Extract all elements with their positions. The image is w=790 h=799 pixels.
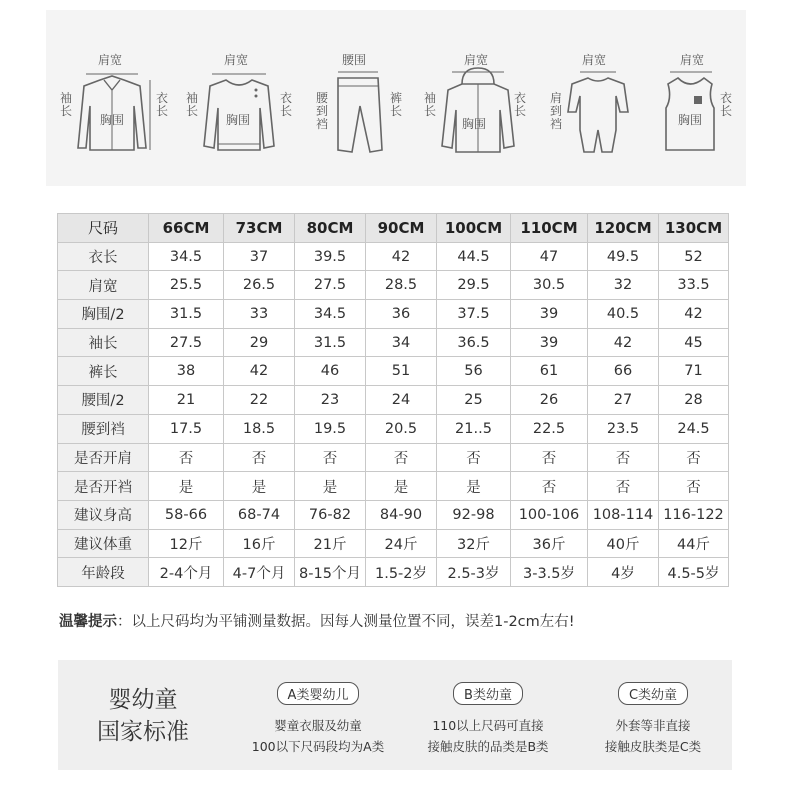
table-cell: 46 <box>295 357 366 386</box>
table-cell: 42 <box>588 328 659 357</box>
category-description-line: 100以下尺码段均为A类 <box>251 739 385 754</box>
table-cell: 36 <box>366 300 437 329</box>
table-cell: 4岁 <box>588 558 659 587</box>
table-cell: 4.5-5岁 <box>659 558 729 587</box>
table-cell: 19.5 <box>295 414 366 443</box>
table-row <box>58 443 729 472</box>
table-cell: 52 <box>659 242 729 271</box>
table-cell: 34.5 <box>295 300 366 329</box>
table-cell: 否 <box>366 443 437 472</box>
column-header: 120CM <box>588 214 659 243</box>
category-description <box>398 715 578 757</box>
row-header: 建议身高 <box>58 500 149 529</box>
table-cell: 2.5-3岁 <box>437 558 511 587</box>
column-header: 90CM <box>366 214 437 243</box>
standard-title-line: 国家标准 <box>97 719 189 745</box>
pants-length-label: 裤长 <box>390 91 403 118</box>
table-cell: 116-122 <box>659 500 729 529</box>
table-cell: 4-7个月 <box>224 558 295 587</box>
table-cell: 37 <box>224 242 295 271</box>
table-cell: 39 <box>511 300 588 329</box>
table-row <box>58 242 729 271</box>
table-cell: 28 <box>659 386 729 415</box>
table-cell: 108-114 <box>588 500 659 529</box>
category-a <box>228 682 408 757</box>
row-header: 是否开肩 <box>58 443 149 472</box>
table-cell: 23.5 <box>588 414 659 443</box>
table-cell: 3-3.5岁 <box>511 558 588 587</box>
table-cell: 31.5 <box>149 300 224 329</box>
table-cell: 49.5 <box>588 242 659 271</box>
table-cell: 71 <box>659 357 729 386</box>
row-header: 建议体重 <box>58 529 149 558</box>
table-cell: 17.5 <box>149 414 224 443</box>
chest-label: 胸围 <box>462 117 487 131</box>
table-row <box>58 472 729 501</box>
table-cell: 23 <box>295 386 366 415</box>
chest-label: 胸围 <box>678 113 703 127</box>
table-cell: 68-74 <box>224 500 295 529</box>
shoulder-width-label: 肩宽 <box>680 53 705 67</box>
chest-label: 胸围 <box>226 113 251 127</box>
table-cell: 18.5 <box>224 414 295 443</box>
table-row <box>58 414 729 443</box>
row-header: 裤长 <box>58 357 149 386</box>
shoulder-width-label: 肩宽 <box>98 53 123 67</box>
row-header: 衣长 <box>58 242 149 271</box>
table-cell: 32 <box>588 271 659 300</box>
table-cell: 27.5 <box>149 328 224 357</box>
table-cell: 66 <box>588 357 659 386</box>
table-row <box>58 529 729 558</box>
table-cell: 26 <box>511 386 588 415</box>
chest-label: 胸围 <box>100 113 125 127</box>
column-header: 100CM <box>437 214 511 243</box>
table-cell: 38 <box>149 357 224 386</box>
table-cell: 40斤 <box>588 529 659 558</box>
table-row <box>58 558 729 587</box>
table-cell: 84-90 <box>366 500 437 529</box>
sleeve-length-label: 袖长 <box>60 91 73 118</box>
category-badge: B类幼童 <box>453 682 523 705</box>
table-cell: 76-82 <box>295 500 366 529</box>
table-cell: 2-4个月 <box>149 558 224 587</box>
table-cell: 否 <box>437 443 511 472</box>
table-cell: 否 <box>149 443 224 472</box>
table-cell: 24.5 <box>659 414 729 443</box>
table-cell: 21..5 <box>437 414 511 443</box>
row-header: 袖长 <box>58 328 149 357</box>
table-cell: 否 <box>659 443 729 472</box>
table-cell: 32斤 <box>437 529 511 558</box>
table-row <box>58 386 729 415</box>
table-header-row <box>58 214 729 243</box>
hoodie-icon <box>424 50 534 170</box>
table-cell: 44.5 <box>437 242 511 271</box>
table-cell: 否 <box>224 443 295 472</box>
sleeve-length-label: 袖长 <box>186 91 199 118</box>
column-header: 110CM <box>511 214 588 243</box>
table-row <box>58 500 729 529</box>
national-standard-panel <box>58 660 732 770</box>
garment-length-label: 衣长 <box>156 91 169 118</box>
shoulder-width-label: 肩宽 <box>582 53 607 67</box>
table-row <box>58 300 729 329</box>
romper-icon <box>544 50 654 170</box>
category-description-line: 接触皮肤类是C类 <box>604 739 702 754</box>
category-c <box>563 682 743 757</box>
table-cell: 1.5-2岁 <box>366 558 437 587</box>
table-cell: 27.5 <box>295 271 366 300</box>
table-cell: 是 <box>149 472 224 501</box>
table-cell: 58-66 <box>149 500 224 529</box>
column-header: 66CM <box>149 214 224 243</box>
table-cell: 24 <box>366 386 437 415</box>
row-header: 腰围/2 <box>58 386 149 415</box>
table-cell: 12斤 <box>149 529 224 558</box>
table-cell: 36.5 <box>437 328 511 357</box>
vest-diagram <box>652 50 762 170</box>
table-row <box>58 328 729 357</box>
table-cell: 56 <box>437 357 511 386</box>
romper-diagram <box>544 50 654 170</box>
standard-title <box>88 684 198 748</box>
table-cell: 100-106 <box>511 500 588 529</box>
table-cell: 否 <box>511 443 588 472</box>
table-cell: 40.5 <box>588 300 659 329</box>
garment-length-label: 衣长 <box>720 91 733 118</box>
table-cell: 27 <box>588 386 659 415</box>
table-cell: 是 <box>295 472 366 501</box>
table-cell: 34.5 <box>149 242 224 271</box>
shoulder-width-label: 肩宽 <box>224 53 249 67</box>
sweater-icon <box>184 50 294 170</box>
table-cell: 42 <box>659 300 729 329</box>
table-cell: 61 <box>511 357 588 386</box>
table-cell: 30.5 <box>511 271 588 300</box>
column-header: 尺码 <box>58 214 149 243</box>
table-cell: 否 <box>659 472 729 501</box>
garment-length-label: 衣长 <box>280 91 293 118</box>
pants-icon <box>308 50 418 170</box>
column-header: 80CM <box>295 214 366 243</box>
table-cell: 24斤 <box>366 529 437 558</box>
vest-icon <box>652 50 742 170</box>
table-cell: 是 <box>366 472 437 501</box>
table-cell: 21 <box>149 386 224 415</box>
shoulder-to-crotch-label: 肩到裆 <box>550 91 563 131</box>
category-description-line: 婴童衣服及幼童 <box>274 718 362 733</box>
measurement-tip <box>59 610 575 631</box>
table-cell: 22 <box>224 386 295 415</box>
table-cell: 是 <box>224 472 295 501</box>
column-header: 73CM <box>224 214 295 243</box>
pants-diagram <box>308 50 418 170</box>
category-description <box>228 715 408 757</box>
shoulder-width-label: 肩宽 <box>464 53 489 67</box>
table-cell: 22.5 <box>511 414 588 443</box>
table-cell: 25 <box>437 386 511 415</box>
table-row <box>58 271 729 300</box>
table-cell: 39.5 <box>295 242 366 271</box>
sleeve-length-label: 袖长 <box>424 91 437 118</box>
shirt-diagram <box>60 50 170 170</box>
table-cell: 是 <box>437 472 511 501</box>
table-cell: 34 <box>366 328 437 357</box>
category-description-line: 110以上尺码可直接 <box>432 718 544 733</box>
table-cell: 26.5 <box>224 271 295 300</box>
table-cell: 39 <box>511 328 588 357</box>
hoodie-diagram <box>424 50 534 170</box>
table-cell: 21斤 <box>295 529 366 558</box>
garment-length-label: 衣长 <box>514 91 527 118</box>
table-cell: 33.5 <box>659 271 729 300</box>
table-cell: 20.5 <box>366 414 437 443</box>
table-cell: 29 <box>224 328 295 357</box>
row-header: 肩宽 <box>58 271 149 300</box>
table-cell: 否 <box>588 472 659 501</box>
table-cell: 42 <box>224 357 295 386</box>
table-cell: 33 <box>224 300 295 329</box>
size-chart-table <box>57 213 729 587</box>
table-cell: 31.5 <box>295 328 366 357</box>
table-cell: 16斤 <box>224 529 295 558</box>
table-cell: 否 <box>295 443 366 472</box>
table-cell: 否 <box>511 472 588 501</box>
row-header: 腰到裆 <box>58 414 149 443</box>
table-cell: 51 <box>366 357 437 386</box>
table-cell: 42 <box>366 242 437 271</box>
garment-diagram-panel <box>46 10 746 186</box>
table-cell: 29.5 <box>437 271 511 300</box>
shirt-icon <box>60 50 170 170</box>
table-cell: 36斤 <box>511 529 588 558</box>
category-badge: A类婴幼儿 <box>277 682 360 705</box>
table-cell: 45 <box>659 328 729 357</box>
table-cell: 25.5 <box>149 271 224 300</box>
table-cell: 47 <box>511 242 588 271</box>
category-badge: C类幼童 <box>618 682 688 705</box>
table-cell: 37.5 <box>437 300 511 329</box>
tip-label: 温馨提示 <box>59 614 117 630</box>
sweater-diagram <box>184 50 294 170</box>
category-b <box>398 682 578 757</box>
column-header: 130CM <box>659 214 729 243</box>
row-header: 胸围/2 <box>58 300 149 329</box>
table-cell: 否 <box>588 443 659 472</box>
category-description <box>563 715 743 757</box>
waist-to-crotch-label: 腰到裆 <box>316 91 329 131</box>
row-header: 是否开裆 <box>58 472 149 501</box>
category-description-line: 接触皮肤的品类是B类 <box>427 739 549 754</box>
table-cell: 44斤 <box>659 529 729 558</box>
waist-label: 腰围 <box>342 53 367 67</box>
row-header: 年龄段 <box>58 558 149 587</box>
table-cell: 8-15个月 <box>295 558 366 587</box>
table-cell: 92-98 <box>437 500 511 529</box>
category-description-line: 外套等非直接 <box>615 718 691 733</box>
standard-title-line: 婴幼童 <box>108 687 178 713</box>
table-row <box>58 357 729 386</box>
table-cell: 28.5 <box>366 271 437 300</box>
tip-text: ：以上尺码均为平铺测量数据。因每人测量位置不同，误差1-2cm左右! <box>117 614 575 630</box>
